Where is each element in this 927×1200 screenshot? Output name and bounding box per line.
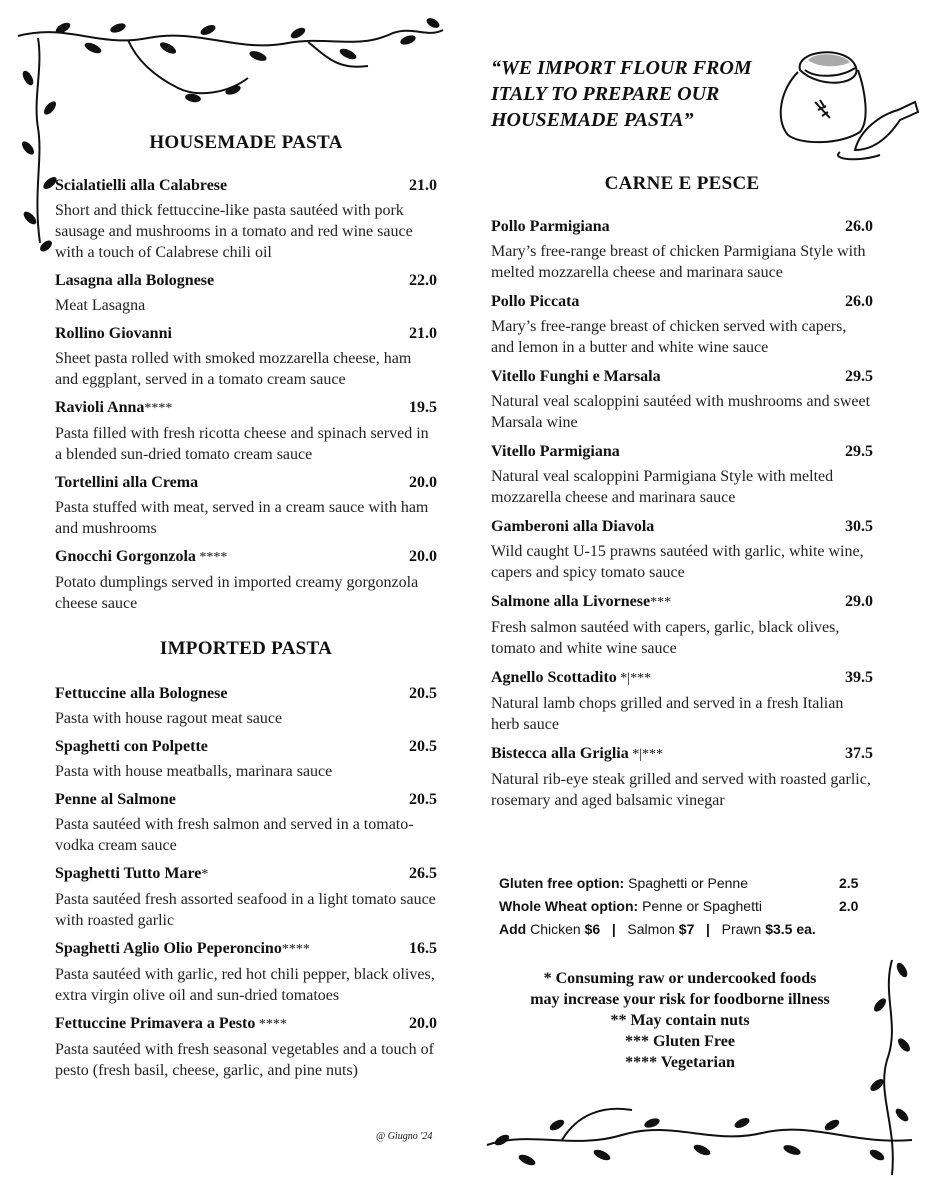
menu-item-price: 20.5 (409, 685, 437, 702)
menu-item (491, 744, 873, 811)
separator: | (600, 921, 628, 937)
menu-item-description: Sheet pasta rolled with smoked mozzarella cheese, ham and eggplant, served in a tomato cream sauce (55, 350, 412, 388)
menu-item-description: Pasta with house meatballs, marinara sauce (55, 763, 333, 780)
menu-item-price: 20.0 (409, 1015, 437, 1032)
menu-item (491, 367, 873, 433)
menu-item-price: 16.5 (409, 940, 437, 957)
salmon-text: Salmon (627, 921, 679, 937)
menu-item-name: Spaghetti Tutto Mare (55, 865, 202, 882)
menu-item (55, 939, 437, 1006)
disclaimer-line: * Consuming raw or undercooked foods (543, 970, 817, 987)
menu-item-header (491, 517, 873, 537)
menu-item-name: Gnocchi Gorgonzola (55, 548, 196, 565)
menu-item-price: 20.5 (409, 791, 437, 808)
menu-item-price: 26.5 (409, 865, 437, 882)
menu-item-description: Short and thick fettuccine-like pasta sautéed with pork sausage and mushrooms in a tomato and red wine sauce with a touch of Calabrese chili oil (55, 202, 413, 261)
section-title-imported-pasta: IMPORTED PASTA (159, 638, 333, 659)
menu-item-description: Pasta sautéed fresh assorted seafood in a light tomato sauce with roasted garlic (55, 891, 436, 929)
menu-item-dietary-mark: **** (144, 401, 173, 416)
menu-item-description: Fresh salmon sautéed with capers, garlic, black olives, tomato and white wine sauce (491, 619, 840, 657)
chicken-price: $6 (584, 921, 601, 937)
menu-item-header (491, 217, 873, 237)
menu-item-header (55, 864, 437, 885)
menu-item-price: 29.5 (845, 443, 873, 460)
menu-item-name: Scialatielli alla Calabrese (55, 177, 228, 194)
menu-item-name: Vitello Parmigiana (491, 443, 620, 460)
menu-item-description: Pasta sautéed with garlic, red hot chili pepper, black olives, extra virgin olive oil and sun-dried tomatoes (55, 966, 435, 1004)
separator: | (694, 921, 722, 937)
menu-item-name: Spaghetti con Polpette (55, 738, 208, 755)
menu-item (491, 517, 873, 583)
gluten-free-price: 2.5 (839, 875, 859, 891)
add-label: Add (499, 921, 527, 937)
menu-item-price: 20.0 (409, 548, 437, 565)
menu-item-name: Fettuccine Primavera a Pesto (55, 1015, 256, 1032)
menu-item-dietary-mark: *|*** (628, 747, 664, 762)
right-column (491, 55, 873, 820)
whole-wheat-option (499, 895, 869, 918)
menu-item-header (55, 324, 437, 344)
menu-item-name: Salmone alla Livornese (491, 593, 651, 610)
prawn-text: Prawn (721, 921, 766, 937)
section-title-housemade-pasta: HOUSEMADE PASTA (149, 132, 343, 153)
menu-item-description: Pasta sautéed with fresh seasonal vegetables and a touch of pesto (fresh basil, cheese, garlic, and pine nuts) (55, 1041, 434, 1079)
salmon-price: $7 (678, 921, 695, 937)
gluten-free-label: Gluten free option: (499, 875, 625, 891)
menu-item-name: Ravioli Anna (55, 399, 145, 416)
menu-item-header (55, 176, 437, 196)
left-column (55, 130, 437, 1089)
menu-item-price: 21.0 (409, 325, 437, 342)
menu-item-price: 30.5 (845, 518, 873, 535)
prawn-price: $3.5 ea. (765, 921, 816, 937)
menu-item-description: Mary’s free-range breast of chicken Parmigiana Style with melted mozzarella cheese and marinara sauce (491, 243, 866, 281)
whole-wheat-price: 2.0 (839, 898, 859, 914)
menu-item-description: Natural lamb chops grilled and served in a fresh Italian herb sauce (491, 695, 844, 733)
menu-item (55, 737, 437, 782)
menu-item (491, 292, 873, 358)
menu-item-description: Pasta sautéed with fresh salmon and served in a tomato-vodka cream sauce (55, 816, 414, 854)
menu-item (55, 324, 437, 390)
menu-item (491, 668, 873, 735)
menu-item-price: 21.0 (409, 177, 437, 194)
menu-item-name: Penne al Salmone (55, 791, 176, 808)
carne-e-pesce-list (491, 217, 873, 811)
menu-item (55, 1014, 437, 1081)
menu-item-header (491, 668, 873, 689)
menu-item-dietary-mark: **** (281, 942, 310, 957)
menu-item-header (491, 367, 873, 387)
disclaimer-line: **** Vegetarian (625, 1054, 735, 1071)
disclaimer-line: may increase your risk for foodborne illness (530, 991, 830, 1008)
menu-item-price: 22.0 (409, 272, 437, 289)
add-protein-option (499, 918, 869, 941)
gluten-free-option (499, 872, 869, 895)
menu-item-description: Potato dumplings served in imported creamy gorgonzola cheese sauce (55, 574, 419, 612)
menu-item-price: 29.5 (845, 368, 873, 385)
menu-item-name: Pollo Parmigiana (491, 218, 610, 235)
whole-wheat-label: Whole Wheat option: (499, 898, 639, 914)
housemade-pasta-list (55, 176, 437, 614)
menu-item-header (55, 737, 437, 757)
menu-item-price: 26.0 (845, 293, 873, 310)
menu-item-name: Bistecca alla Griglia (491, 745, 629, 762)
menu-item-header (491, 292, 873, 312)
menu-item-header (55, 939, 437, 960)
menu-item (55, 864, 437, 931)
menu-item-name: Pollo Piccata (491, 293, 580, 310)
menu-item-header (491, 744, 873, 765)
menu-item-price: 19.5 (409, 399, 437, 416)
menu-item-price: 39.5 (845, 669, 873, 686)
menu-item-price: 20.5 (409, 738, 437, 755)
imported-pasta-list (55, 684, 437, 1081)
menu-item-name: Tortellini alla Crema (55, 474, 199, 491)
menu-item-description: Pasta filled with fresh ricotta cheese and spinach served in a blended sun-dried tomato cream sauce (55, 425, 429, 463)
menu-item (55, 473, 437, 539)
menu-item-dietary-mark: *** (650, 595, 672, 610)
menu-item-name: Vitello Funghi e Marsala (491, 368, 661, 385)
menu-item-name: Fettuccine alla Bolognese (55, 685, 228, 702)
disclaimer-line: *** Gluten Free (625, 1033, 735, 1050)
menu-item-name: Spaghetti Aglio Olio Peperoncino (55, 940, 282, 957)
allergen-disclaimer (490, 968, 870, 1073)
menu-item-price: 20.0 (409, 474, 437, 491)
menu-item-name: Lasagna alla Bolognese (55, 272, 215, 289)
menu-item (491, 592, 873, 659)
menu-item-header (55, 1014, 437, 1035)
menu-item (55, 684, 437, 729)
menu-item-description: Pasta stuffed with meat, served in a cream sauce with ham and mushrooms (55, 499, 429, 537)
menu-item (491, 217, 873, 283)
menu-item (55, 790, 437, 856)
gluten-free-text: Spaghetti or Penne (624, 875, 748, 891)
menu-item-header (55, 790, 437, 810)
menu-item-header (491, 592, 873, 613)
menu-item-header (55, 271, 437, 291)
menu-item-description: Natural rib-eye steak grilled and served with roasted garlic, rosemary and aged balsamic vinegar (491, 771, 871, 809)
menu-item (55, 547, 437, 614)
menu-item-name: Gamberoni alla Diavola (491, 518, 655, 535)
menu-item-price: 29.0 (845, 593, 873, 610)
menu-item-dietary-mark: * (201, 867, 209, 882)
menu-item-header (55, 473, 437, 493)
menu-item-header (491, 442, 873, 462)
menu-item-dietary-mark: *|*** (616, 671, 652, 686)
flour-import-quote: “WE IMPORT FLOUR FROM ITALY TO PREPARE OUR HOUSEMADE PASTA” (491, 57, 752, 131)
pasta-options (499, 872, 869, 941)
menu-item-description: Natural veal scaloppini Parmigiana Style with melted mozzarella cheese and marinara sauce (491, 468, 834, 506)
menu-item (491, 442, 873, 508)
menu-item-description: Meat Lasagna (55, 297, 146, 314)
menu-item-header (55, 398, 437, 419)
menu-item-description: Natural veal scaloppini sautéed with mushrooms and sweet Marsala wine (491, 393, 871, 431)
whole-wheat-text: Penne or Spaghetti (638, 898, 762, 914)
menu-item-price: 37.5 (845, 745, 873, 762)
menu-item (55, 271, 437, 316)
section-title-carne-e-pesce: CARNE E PESCE (604, 173, 760, 194)
menu-item-header (55, 684, 437, 704)
menu-item-name: Agnello Scottadito (491, 669, 617, 686)
menu-item-price: 26.0 (845, 218, 873, 235)
menu-item-header (55, 547, 437, 568)
menu-item-dietary-mark: **** (195, 550, 228, 565)
menu-item-description: Pasta with house ragout meat sauce (55, 710, 283, 727)
menu-item-dietary-mark: **** (255, 1017, 287, 1032)
disclaimer-line: ** May contain nuts (610, 1012, 750, 1029)
chicken-text: Chicken (526, 921, 585, 937)
menu-item-name: Rollino Giovanni (55, 325, 172, 342)
menu-item (55, 176, 437, 263)
menu-item (55, 398, 437, 465)
menu-item-description: Wild caught U-15 prawns sautéed with garlic, white wine, capers and spicy tomato sauce (491, 543, 864, 581)
menu-item-description: Mary’s free-range breast of chicken served with capers, and lemon in a butter and white wine sauce (491, 318, 847, 356)
copyright-note: @ Giugno '24 (376, 1131, 433, 1142)
